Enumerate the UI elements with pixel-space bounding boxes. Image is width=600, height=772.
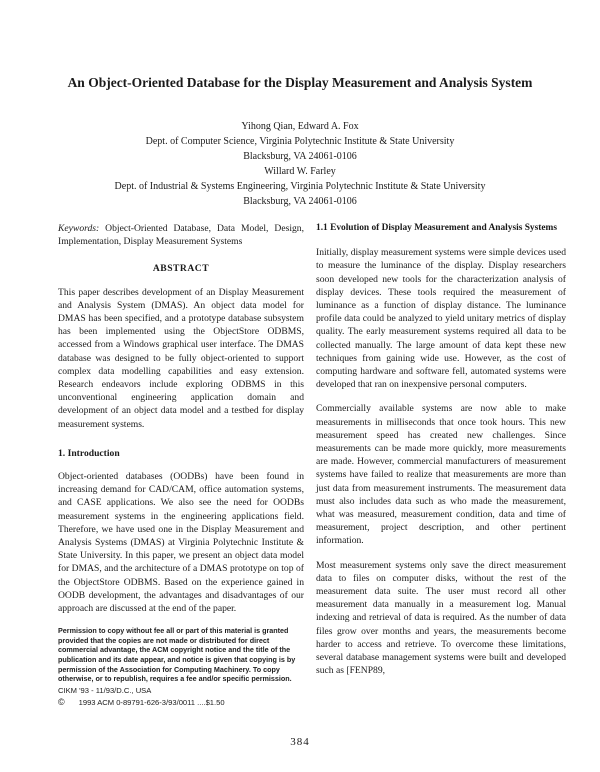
permission-notice xyxy=(58,626,304,684)
author-affiliation: Dept. of Computer Science, Virginia Polytechnic Institute & State University xyxy=(145,136,455,147)
abstract-heading: ABSTRACT xyxy=(152,263,210,275)
paragraph: Most measurement systems only save the direct measurement data to files on computer disks, without the rest of the measurement data suite. The user must record all other measurement data manually in a measurement log. Manual indexing and retrieval of data is required. As the number of data files grow over months and years, the measurements become harder to access and retrieve. To overcome these limitations, several database management systems were built and developed such as [FENP89, xyxy=(316,559,566,677)
intro-text: Object-oriented databases (OODBs) have been found in increasing demand for CAD/CAM, office automation systems, and CASE applications. We also see the need for OODBs measurement systems in the engineering applications field. Therefore, we have used one in the Display Measurement and Analysis Systems (DMAS) at Virginia Polytechnic Institute & State University. In this paper, we present an object data model for DMAS, and the architecture of a DMAS prototype on top of the ObjectStore ODBMS. Based on the experience gained in OODB development, the advantages and disadvantages of our approach are discussed at the end of the paper. xyxy=(58,471,304,615)
author-affiliation: Dept. of Industrial & Systems Engineering, Virginia Polytechnic Institute & State University xyxy=(114,181,486,192)
paragraph: Initially, display measurement systems were simple devices used to measure the luminance of the display. Display researchers soon developed new tools for the characterization analysis of display devices. These tools required the measurement of luminance as a function of display distance. The luminance profile data could be analyzed to yield unitary metrics of display quality. The early measurement systems required all data to be collected manually. The large amount of data kept these new techniques from gaining wide use. However, as the cost of computing hardware and software fell, automated systems were developed that ran on inexpensive personal computers. xyxy=(316,247,566,391)
permission-text: Permission to copy without fee all or part of this material is granted provided that the copies are not made or distributed for direct commercial advantage, the ACM copyright notice and the title of the publication and its date appear, and notice is given that copying is by permission of the Association for Computing Machinery. To copy otherwise, or to republish, requires a fee and/or specific permission. xyxy=(58,626,296,684)
right-column xyxy=(316,222,566,689)
author-block-1 xyxy=(0,119,600,164)
keywords-label: Keywords: xyxy=(58,223,100,234)
author-location: Blacksburg, VA 24061-0106 xyxy=(243,196,357,207)
author-names: Willard W. Farley xyxy=(264,166,336,177)
author-names: Yihong Qian, Edward A. Fox xyxy=(241,121,359,132)
keywords xyxy=(58,222,304,248)
intro-heading: 1. Introduction xyxy=(58,447,120,459)
abstract-text: This paper describes development of an Display Measurement and Analysis System (DMAS). An object data model for DMAS has been specified, and a prototype database subsystem has been implemented using the ObjectStore ODBMS, accessed from a Windows graphical user interface. The DMAS database was designed to be fully object-oriented to support complex data modelling capabilities and easy extension. Research endeavors include exploring ODBMS in this unconventional engineering application domain and development of an object data model and a testbed for display measurement systems. xyxy=(58,286,304,430)
conference-line: CIKM '93 - 11/93/D.C., USA xyxy=(58,685,152,695)
author-block-2 xyxy=(0,164,600,209)
page-number: 384 xyxy=(290,736,310,748)
author-location: Blacksburg, VA 24061-0106 xyxy=(243,151,357,162)
copyright-symbol: © xyxy=(58,696,65,707)
left-column xyxy=(58,222,304,708)
copyright-line xyxy=(58,697,304,708)
paragraph: Commercially available systems are now able to make measurements in milliseconds that once took hours. This new measurement speed has created new challenges. Since measurements can be made more quickly, more measurements are made. However, commercial manufacturers of measurement systems have failed to realize that measurements are more than just data from measurement instruments. The measurement data must also includes data such as who made the measurement, what was measured, measurement condition, data and time of measurement, project description, and other pertinent information. xyxy=(316,403,566,547)
section-heading: 1.1 Evolution of Display Measurement and Analysis Systems xyxy=(316,223,557,233)
copyright-text: 1993 ACM 0-89791-626-3/93/0011 ....$1.50 xyxy=(78,697,225,707)
paper-title: An Object-Oriented Database for the Display Measurement and Analysis System xyxy=(67,75,533,90)
keywords-text: Object-Oriented Database, Data Model, Design, Implementation, Display Measurement Systems xyxy=(58,223,304,248)
